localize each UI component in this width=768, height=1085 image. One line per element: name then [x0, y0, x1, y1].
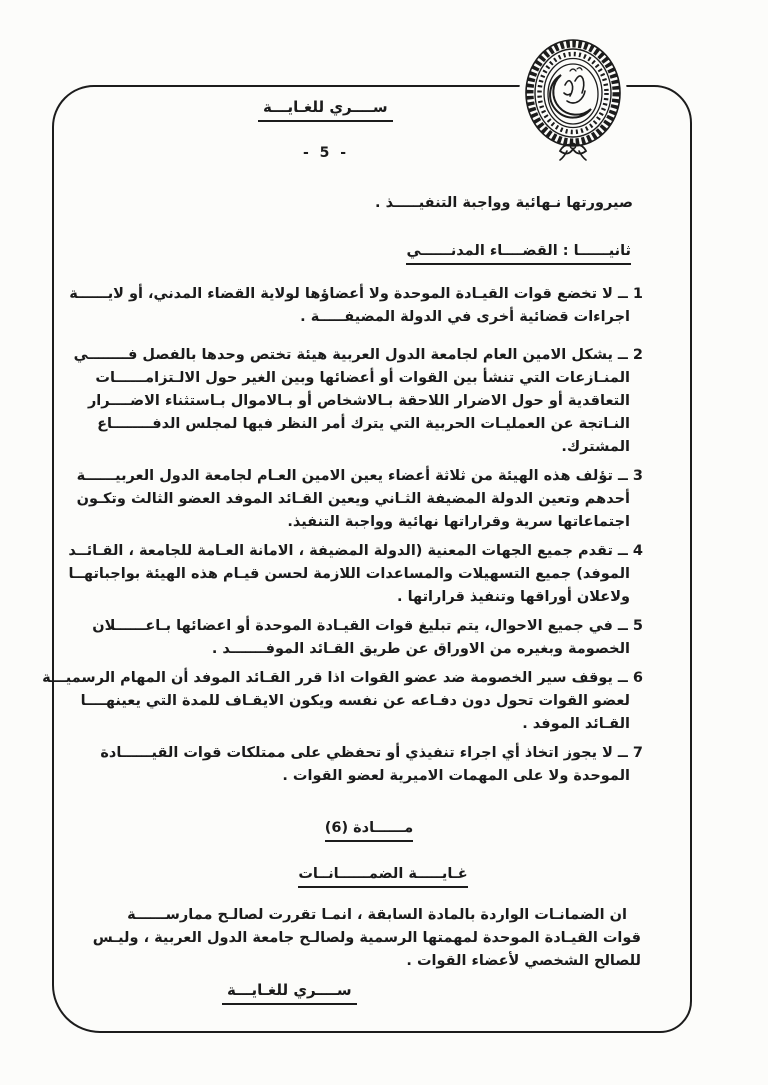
clause-line: 7 ــ لا يجوز اتخاذ أي اجراء تنفيذي أو تحفظي على ممتلكات قوات القيــــــادة: [100, 745, 643, 761]
carryover-line: صيرورتها نـهائية وواجبة التنفيـــــذ .: [375, 195, 633, 211]
section-heading-text: ثانيــــــا : القضــــاء المدنــــــي: [406, 243, 631, 265]
document-body: [42, 192, 643, 973]
clause-line: 5 ــ في جميع الاحوال، يتم تبليغ قوات القيـادة الموحدة أو اعضائها بـاعــــــلان: [92, 618, 643, 634]
clause-7: [95, 742, 643, 788]
clause-line: اجراءات قضائية أخرى في الدولة المضيفـــــة .: [300, 309, 630, 325]
page-number: - 5 -: [302, 145, 350, 161]
clause-6: [42, 667, 643, 736]
classification-stamp-top: ســــري للغـايـــة: [258, 98, 393, 122]
clause-4: [68, 540, 643, 609]
classification-stamp-bottom: ســــري للغـايـــة: [222, 981, 357, 1005]
clause-line: لعضو القوات تحول دون دفـاعه عن نفسه ويكون الايقـاف للمدة التي يعينهــــا: [80, 693, 630, 709]
clause-3: [76, 465, 643, 534]
clause-line: التعاقدية أو حول الاضرار اللاحقة بـالاشخاص أو بـالاموال بـاستثناء الاضــــرار: [87, 393, 630, 409]
clause-line: ولاعلان أوراقها وتنفيذ قراراتها .: [397, 589, 630, 605]
article-heading: [95, 817, 643, 840]
clause-line: الخصومة وبغيره من الاوراق عن طريق القـائد الموفـــــــد .: [211, 641, 630, 657]
clause-line: 2 ــ يشكل الامين العام لجامعة الدول العربية هيئة تختص وحدها بالفصل فــــــــي: [73, 347, 643, 363]
guarantees-line: ان الضمانـات الواردة بالمادة السابقة ، انمـا تقررت لصالـح ممارســــــة: [127, 907, 627, 923]
clause-line: 3 ــ تؤلف هذه الهيئة من ثلاثة أعضاء يعين الامين العـام لجامعة الدول العربيــــــة: [76, 468, 643, 484]
clause-line: القـائد الموفد .: [522, 716, 630, 732]
clause-5: [92, 615, 643, 661]
guarantees-heading-text: غـايـــــة الضمــــــانــات: [298, 866, 467, 888]
clause-line: اجتماعاتها سرية وقراراتها نهائية وواجبة التنفيذ.: [287, 514, 630, 530]
guarantees-line: للصالح الشخصي لأعضاء القوات .: [406, 953, 641, 969]
arab-league-emblem-icon: [517, 33, 629, 169]
clauses: [42, 283, 643, 788]
article-heading-text: مــــــادة (6): [325, 820, 414, 842]
clause-line: المشترك.: [561, 439, 630, 455]
clause-1: [69, 283, 643, 329]
clause-line: 1 ــ لا تخضع قوات القيـادة الموحدة ولا أعضاؤها لولاية القضاء المدني، أو لايــــــة: [69, 286, 643, 302]
clause-2: [73, 344, 643, 459]
clause-line: الموفد) جميع التسهيلات والمساعدات اللازمة لحسن قيـام هذه الهيئة بواجباتهــا: [68, 566, 630, 582]
guarantees-heading: [109, 863, 657, 886]
clause-line: النـاتجة عن العمليـات الحربية التي يترك أمر النظر فيها لمجلس الدفــــــــاع: [97, 416, 630, 432]
guarantees-line: قوات القيـادة الموحدة لمهمتها الرسمية ولصالـح جامعة الدول العربية ، وليـس: [92, 930, 641, 946]
guarantees-paragraph: [92, 904, 643, 973]
clause-line: المنـازعات التي تنشأ بين القوات أو أعضائها وبين الغير حول الالـتزامــــــات: [95, 370, 630, 386]
clause-line: الموحدة ولا على المهمات الاميرية لعضو القوات .: [282, 768, 630, 784]
clause-line: 4 ــ تقدم جميع الجهات المعنية (الدولة المضيفة ، الامانة العـامة للجامعة ، القـائــد: [68, 543, 643, 559]
section-heading: [95, 240, 643, 263]
clause-line: أحدهم وتعين الدولة المضيفة الثـاني ويعين القـائد الموفد العضو الثالث وتكـون: [76, 491, 630, 507]
clause-line: 6 ــ يوقف سير الخصومة ضد عضو القوات اذا قرر القـائد الموفد أن المهام الرسميـــة: [42, 670, 643, 686]
